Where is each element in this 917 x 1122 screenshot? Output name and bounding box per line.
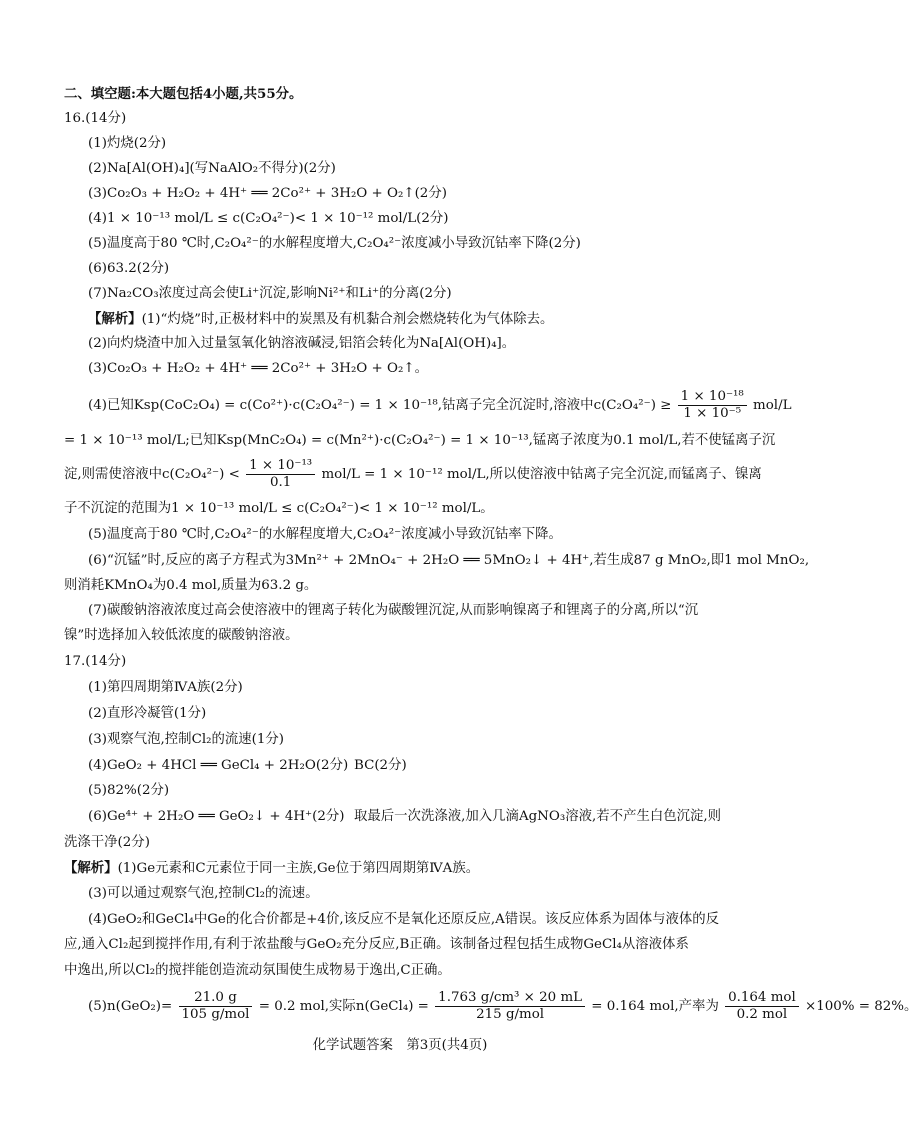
fraction-numerator: 1.763 g/cm³ × 20 mL <box>435 990 585 1007</box>
q16-answer-4: (4)1 × 10⁻¹³ mol/L ≤ c(C₂O₄²⁻)< 1 × 10⁻¹² mol/L(2分) <box>88 211 449 226</box>
q16-analysis-7a: (7)碳酸钠溶液浓度过高会使溶液中的锂离子转化为碳酸锂沉淀,从而影响镍离子和锂离子的分离,所以“沉 <box>88 603 699 618</box>
q16-analysis-4a <box>88 389 792 422</box>
analysis-text: (4)已知Ksp(CoC₂O₄) = c(Co²⁺)·c(C₂O₄²⁻) = 1 × 10⁻¹⁸,钴离子完全沉淀时,溶液中c(C₂O₄²⁻) ≥ <box>88 398 672 413</box>
q17-answer-5: (5)82%(2分) <box>88 783 170 798</box>
fraction-denominator: 1 × 10⁻⁵ <box>683 406 742 421</box>
q16-answer-3: (3)Co₂O₃ + H₂O₂ + 4H⁺ ══ 2Co²⁺ + 3H₂O + O₂↑(2分) <box>88 186 447 201</box>
q16-analysis-6a: (6)“沉锰”时,反应的离子方程式为3Mn²⁺ + 2MnO₄⁻ + 2H₂O ══ 5MnO₂↓ + 4H⁺,若生成87 g MnO₂,即1 mol MnO₂, <box>88 553 810 568</box>
analysis-label: 【解析】 <box>88 311 142 327</box>
analysis-text: (1)“灼烧”时,正极材料中的炭黑及有机黏合剂会燃烧转化为气体除去。 <box>141 312 554 327</box>
q16-analysis-1 <box>88 309 553 330</box>
analysis-text: = 0.2 mol,实际n(GeCl₄) = <box>258 999 429 1014</box>
q17-answer-6: (6)Ge⁴⁺ + 2H₂O ══ GeO₂↓ + 4H⁺(2分) <box>88 809 345 824</box>
fraction-numerator: 1 × 10⁻¹⁸ <box>678 389 747 406</box>
q16-answer-2: (2)Na[Al(OH)₄](写NaAlO₂不得分)(2分) <box>88 161 336 176</box>
q16-analysis-7b: 镍”时选择加入较低浓度的碳酸钠溶液。 <box>64 628 299 643</box>
q17-answer-6b: 取最后一次洗涤液,加入几滴AgNO₃溶液,若不产生白色沉淀,则 <box>354 809 722 824</box>
q17-answer-6c: 洗涤干净(2分) <box>64 835 150 850</box>
fraction-denominator: 215 g/mol <box>476 1007 545 1022</box>
q17-answer-4b: BC(2分) <box>354 758 407 773</box>
q16-number: 16.(14分) <box>64 111 127 126</box>
q17-analysis-1 <box>64 858 479 879</box>
q17-analysis-4a: (4)GeO₂和GeCl₄中Ge的化合价都是+4价,该反应不是氧化还原反应,A错误。该反应体系为固体与液体的反 <box>88 912 720 927</box>
q17-analysis-3: (3)可以通过观察气泡,控制Cl₂的流速。 <box>88 886 319 901</box>
q16-analysis-6b: 则消耗KMnO₄为0.4 mol,质量为63.2 g。 <box>64 578 318 593</box>
fraction-numerator: 1 × 10⁻¹³ <box>246 458 315 475</box>
fraction-denominator: 0.2 mol <box>736 1007 788 1022</box>
q16-answer-7: (7)Na₂CO₃浓度过高会使Li⁺沉淀,影响Ni²⁺和Li⁺的分离(2分) <box>88 286 452 301</box>
q17-analysis-4b: 应,通入Cl₂起到搅拌作用,有利于浓盐酸与GeO₂充分反应,B正确。该制备过程包括生成物GeCl₄从溶液体系 <box>64 937 689 952</box>
q17-number: 17.(14分) <box>64 654 127 669</box>
q16-analysis-2: (2)向灼烧渣中加入过量氢氧化钠溶液碱浸,铝箔会转化为Na[Al(OH)₄]。 <box>88 336 516 351</box>
q17-answer-4: (4)GeO₂ + 4HCl ══ GeCl₄ + 2H₂O(2分) <box>88 758 349 773</box>
fraction <box>179 990 253 1023</box>
analysis-text: (5)n(GeO₂)= <box>88 999 173 1014</box>
fraction-numerator: 0.164 mol <box>725 990 799 1007</box>
analysis-text: ×100% = 82%。 <box>805 999 917 1014</box>
fraction-denominator: 105 g/mol <box>181 1007 250 1022</box>
analysis-label: 【解析】 <box>64 860 118 876</box>
q16-analysis-3: (3)Co₂O₃ + H₂O₂ + 4H⁺ ══ 2Co²⁺ + 3H₂O + O₂↑。 <box>88 361 428 376</box>
fraction-numerator: 21.0 g <box>179 990 253 1007</box>
fraction <box>435 990 585 1023</box>
q16-analysis-4b: = 1 × 10⁻¹³ mol/L;已知Ksp(MnC₂O₄) = c(Mn²⁺)·c(C₂O₄²⁻) = 1 × 10⁻¹³,锰离子浓度为0.1 mol/L,若不使锰离子沉 <box>64 433 776 448</box>
analysis-text: 淀,则需使溶液中c(C₂O₄²⁻) < <box>64 467 240 482</box>
fraction-denominator: 0.1 <box>269 475 292 490</box>
analysis-text: = 0.164 mol,产率为 <box>591 999 719 1014</box>
fraction <box>725 990 799 1023</box>
section-header: 二、填空题:本大题包括4小题,共55分。 <box>64 86 303 102</box>
q16-analysis-4d: 子不沉淀的范围为1 × 10⁻¹³ mol/L ≤ c(C₂O₄²⁻)< 1 × 10⁻¹² mol/L。 <box>64 501 494 516</box>
fraction <box>678 389 747 422</box>
q17-answer-1: (1)第四周期第ⅣA族(2分) <box>88 680 243 695</box>
q16-answer-5: (5)温度高于80 ℃时,C₂O₄²⁻的水解程度增大,C₂O₄²⁻浓度减小导致沉钴率下降(2分) <box>88 236 581 251</box>
analysis-text: (1)Ge元素和C元素位于同一主族,Ge位于第四周期第ⅣA族。 <box>117 861 480 876</box>
q16-analysis-5: (5)温度高于80 ℃时,C₂O₄²⁻的水解程度增大,C₂O₄²⁻浓度减小导致沉钴率下降。 <box>88 527 562 542</box>
analysis-text: mol/L = 1 × 10⁻¹² mol/L,所以使溶液中钴离子完全沉淀,而锰离子、镍离 <box>321 467 762 482</box>
unit: mol/L <box>753 398 792 413</box>
q16-analysis-4c <box>64 458 762 491</box>
q16-answer-1: (1)灼烧(2分) <box>88 136 167 151</box>
q16-answer-6: (6)63.2(2分) <box>88 261 170 276</box>
q17-analysis-5 <box>88 990 917 1023</box>
fraction <box>246 458 315 491</box>
q17-analysis-4c: 中逸出,所以Cl₂的搅拌能创造流动氛围使生成物易于逸出,C正确。 <box>64 963 451 978</box>
q17-answer-3: (3)观察气泡,控制Cl₂的流速(1分) <box>88 732 284 747</box>
q17-answer-2: (2)直形冷凝管(1分) <box>88 706 207 721</box>
page-footer: 化学试题答案 第3页(共4页) <box>312 1038 488 1053</box>
